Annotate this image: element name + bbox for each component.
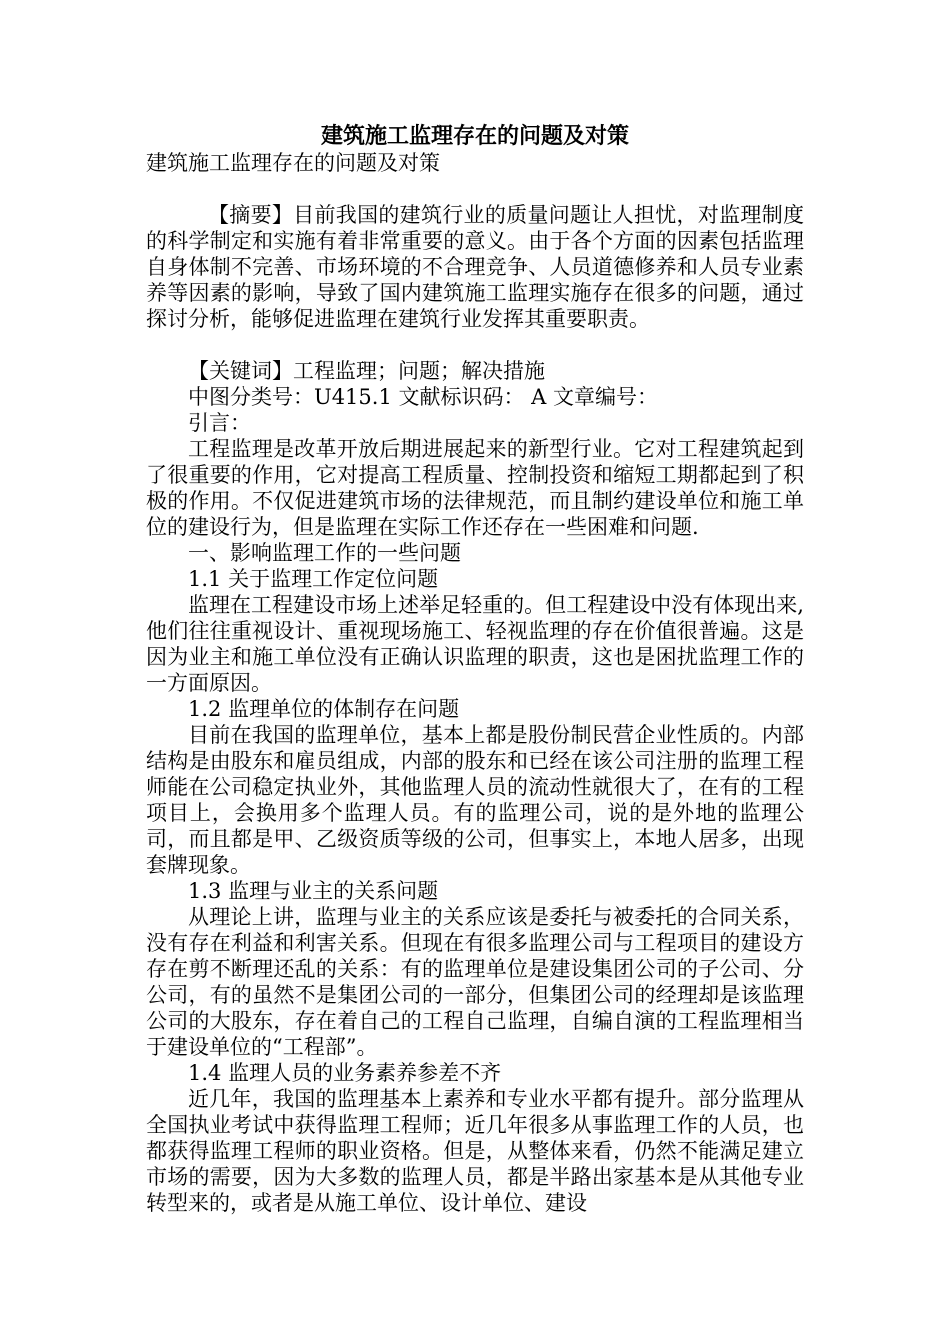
subsection-heading-1-1: 1.1 关于监理工作定位问题 <box>188 567 439 591</box>
spacer <box>146 176 804 202</box>
subsection-paragraph-1-3: 从理论上讲，监理与业主的关系应该是委托与被委托的合同关系，没有存在利益和利害关系。但现在有很多监理公司与工程项目的建设方存在剪不断理还乱的关系：有的监理单位是建设集团公司的子公司、分公司，有的虽然不是集团公司的一部分，但集团公司的经理却是该监理公司的大股东，存在着自己的工程自己监理，自编自演的工程监理相当于建设单位的“工程部”。 <box>146 905 804 1059</box>
subsection-heading-1-2: 1.2 监理单位的体制存在问题 <box>188 697 460 721</box>
spacer <box>146 332 804 358</box>
subsection-paragraph-1-4: 近几年，我国的监理基本上素养和专业水平都有提升。部分监理从全国执业考试中获得监理工程师；近几年很多从事监理工作的人员，也都获得监理工程师的职业资格。但是，从整体来看，仍然不能满足建立市场的需要，因为大多数的监理人员，都是半路出家基本是从其他专业转型来的，或者是从施工单位、设计单位、建设 <box>146 1087 804 1215</box>
keywords-line: 【关键词】工程监理；问题；解决措施 <box>188 359 545 383</box>
abstract-paragraph: 【摘要】目前我国的建筑行业的质量问题让人担忧，对监理制度的科学制定和实施有着非常重要的意义。由于各个方面的因素包括监理自身体制不完善、市场环境的不合理竞争、人员道德修养和人员专业素养等因素的影响，导致了国内建筑施工监理实施存在很多的问题，通过探讨分析，能够促进监理在建筑行业发挥其重要职责。 <box>146 203 804 331</box>
subsection-paragraph-1-1: 监理在工程建设市场上述举足轻重的。但工程建设中没有体现出来,他们往往重视设计、重视现场施工、轻视监理的存在价值很普遍。这是因为业主和施工单位没有正确认识监理的职责，这也是困扰监理工作的一方面原因。 <box>146 593 804 695</box>
classification-line: 中图分类号：U415.1 文献标识码： A 文章编号： <box>188 385 659 409</box>
intro-paragraph: 工程监理是改革开放后期进展起来的新型行业。它对工程建筑起到了很重要的作用，它对提高工程质量、控制投资和缩短工期都起到了积极的作用。不仅促进建筑市场的法律规范，而且制约建设单位和施工单位的建设行为，但是监理在实际工作还存在一些困难和问题. <box>146 437 804 539</box>
intro-heading: 引言： <box>188 411 251 435</box>
subsection-heading-1-4: 1.4 监理人员的业务素养参差不齐 <box>188 1061 502 1085</box>
section-heading: 一、影响监理工作的一些问题 <box>188 541 461 565</box>
document-subtitle: 建筑施工监理存在的问题及对策 <box>146 151 440 175</box>
subsection-paragraph-1-2: 目前在我国的监理单位，基本上都是股份制民营企业性质的。内部结构是由股东和雇员组成，内部的股东和已经在该公司注册的监理工程师能在公司稳定执业外，其他监理人员的流动性就很大了，在有的工程项目上，会换用多个监理人员。有的监理公司，说的是外地的监理公司，而且都是甲、乙级资质等级的公司，但事实上，本地人居多，出现套牌现象。 <box>146 723 804 877</box>
document-title: 建筑施工监理存在的问题及对策 <box>320 124 629 149</box>
document-body <box>146 150 804 1216</box>
subsection-heading-1-3: 1.3 监理与业主的关系问题 <box>188 879 439 903</box>
